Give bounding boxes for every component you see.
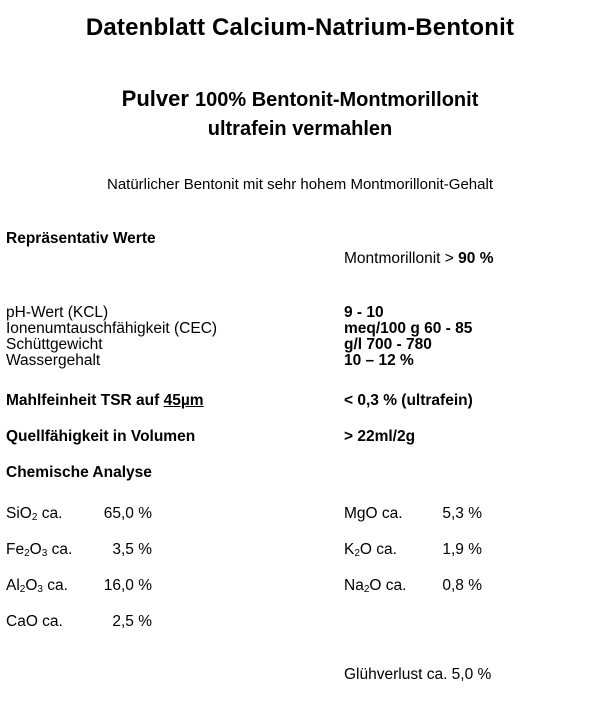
prop-value-cec: meq/100 g 60 - 85 bbox=[344, 320, 473, 337]
prop-label-cec: Ionenumtauschfähigkeit (CEC) bbox=[6, 320, 218, 337]
chem-label-al2o3: $Al_2O_3$ ca. bbox=[6, 577, 68, 595]
chem-heading: Chemische Analyse bbox=[6, 464, 152, 481]
mahl-label-text: Mahlfeinheit TSR auf bbox=[6, 392, 164, 409]
prop-value-wasser: 10 – 12 % bbox=[344, 352, 414, 369]
mont-text: Montmorillonit > bbox=[344, 250, 459, 267]
subtitle-line-1 bbox=[0, 86, 600, 112]
prop-value-ph: 9 - 10 bbox=[344, 304, 384, 321]
chem-label-mgo: MgO ca. bbox=[344, 505, 403, 522]
mahl-label bbox=[6, 392, 204, 410]
mahl-value: < 0,3 % (ultrafein) bbox=[344, 392, 473, 409]
prop-label-schuett: Schüttgewicht bbox=[6, 336, 103, 353]
description: Natürlicher Bentonit mit sehr hohem Montmorillonit-Gehalt bbox=[107, 176, 493, 193]
chem-value-fe2o3: 3,5 % bbox=[112, 541, 152, 558]
mont-percent: 90 % bbox=[458, 250, 494, 267]
subtitle-rest: 100% Bentonit-Montmorillonit bbox=[195, 89, 479, 111]
subtitle-line-2: ultrafein vermahlen bbox=[207, 118, 393, 140]
quell-label: Quellfähigkeit in Volumen bbox=[6, 428, 196, 445]
gluehverlust: Glühverlust ca. 5,0 % bbox=[344, 666, 492, 683]
chem-value-mgo: 5,3 % bbox=[442, 505, 482, 522]
repr-heading: Repräsentativ Werte bbox=[6, 230, 156, 247]
prop-label-ph: pH-Wert (KCL) bbox=[6, 304, 109, 321]
chem-label-sio2: SiO$_2$ ca. bbox=[6, 505, 63, 523]
chem-value-na2o: 0,8 % bbox=[442, 577, 482, 594]
page-title: Datenblatt Calcium-Natrium-Bentonit bbox=[85, 14, 515, 41]
chem-label-na2o: $Na_2O$ ca. bbox=[344, 577, 407, 595]
chem-value-al2o3: 16,0 % bbox=[103, 577, 152, 594]
chem-label-fe2o3: $Fe_2O_3$ ca. bbox=[6, 541, 73, 559]
prop-label-wasser: Wassergehalt bbox=[6, 352, 101, 369]
montmorillonit-value bbox=[344, 250, 493, 268]
chem-value-k2o: 1,9 % bbox=[442, 541, 482, 558]
mahl-label-unit: 45µm bbox=[163, 392, 204, 409]
subtitle-word: Pulver bbox=[121, 86, 189, 111]
chem-label-cao: CaO ca. bbox=[6, 613, 63, 630]
chem-label-k2o: $K_2O$ ca. bbox=[344, 541, 397, 559]
prop-value-schuett: g/l 700 - 780 bbox=[344, 336, 432, 353]
quell-value: > 22ml/2g bbox=[344, 428, 416, 445]
chem-value-sio2: 65,0 % bbox=[103, 505, 152, 522]
chem-value-cao: 2,5 % bbox=[112, 613, 152, 630]
